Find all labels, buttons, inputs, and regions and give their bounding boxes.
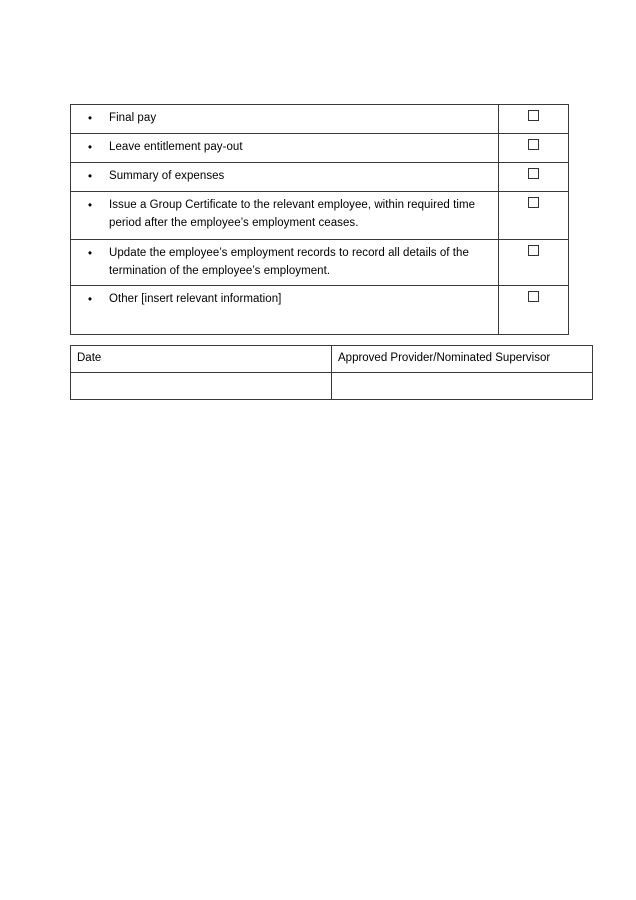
- checklist-body: [71, 105, 569, 335]
- table-row: [71, 134, 569, 163]
- table-row: [71, 105, 569, 134]
- date-header-cell: Date: [71, 346, 332, 373]
- checklist-task-cell: [71, 163, 499, 192]
- supervisor-input-cell[interactable]: [332, 373, 593, 400]
- bullet-icon: •: [87, 113, 93, 125]
- bullet-icon: •: [87, 248, 93, 260]
- checklist-task-label: Other [insert relevant information]: [109, 293, 282, 305]
- signature-header-row: [71, 346, 593, 373]
- checklist-checkbox-cell[interactable]: [499, 240, 569, 286]
- checklist-checkbox-cell[interactable]: [499, 286, 569, 335]
- checkbox-icon[interactable]: [528, 110, 539, 121]
- bullet-icon: •: [87, 200, 93, 212]
- table-row: [71, 286, 569, 335]
- checkbox-icon[interactable]: [528, 245, 539, 256]
- bullet-icon: •: [87, 171, 93, 183]
- date-input-cell[interactable]: [71, 373, 332, 400]
- signature-table: [70, 345, 593, 400]
- checklist-checkbox-cell[interactable]: [499, 163, 569, 192]
- signature-entry-row: [71, 373, 593, 400]
- checklist-task-cell: [71, 105, 499, 134]
- termination-checklist-table: [70, 104, 569, 335]
- bullet-icon: •: [87, 142, 93, 154]
- checklist-task-cell: [71, 192, 499, 240]
- checklist-task-cell[interactable]: [71, 286, 499, 335]
- checklist-checkbox-cell[interactable]: [499, 134, 569, 163]
- checklist-task-label: Update the employee’s employment records to record all details of the termination of the employee’s employment.: [109, 247, 469, 277]
- supervisor-header-cell: Approved Provider/Nominated Supervisor: [332, 346, 593, 373]
- checkbox-icon[interactable]: [528, 168, 539, 179]
- signature-body: [71, 346, 593, 400]
- table-row: [71, 192, 569, 240]
- checklist-task-label: Final pay: [109, 112, 157, 124]
- checklist-task-label: Issue a Group Certificate to the relevant employee, within required time period after the employee’s employment ceases.: [109, 199, 476, 229]
- table-row: [71, 163, 569, 192]
- checkbox-icon[interactable]: [528, 139, 539, 150]
- checklist-task-cell: [71, 240, 499, 286]
- checklist-task-label: Summary of expenses: [109, 170, 225, 182]
- checklist-checkbox-cell[interactable]: [499, 192, 569, 240]
- checklist-task-label: Leave entitlement pay-out: [109, 141, 243, 153]
- checkbox-icon[interactable]: [528, 197, 539, 208]
- checklist-checkbox-cell[interactable]: [499, 105, 569, 134]
- checkbox-icon[interactable]: [528, 291, 539, 302]
- bullet-icon: •: [87, 294, 93, 306]
- checklist-task-cell: [71, 134, 499, 163]
- table-row: [71, 240, 569, 286]
